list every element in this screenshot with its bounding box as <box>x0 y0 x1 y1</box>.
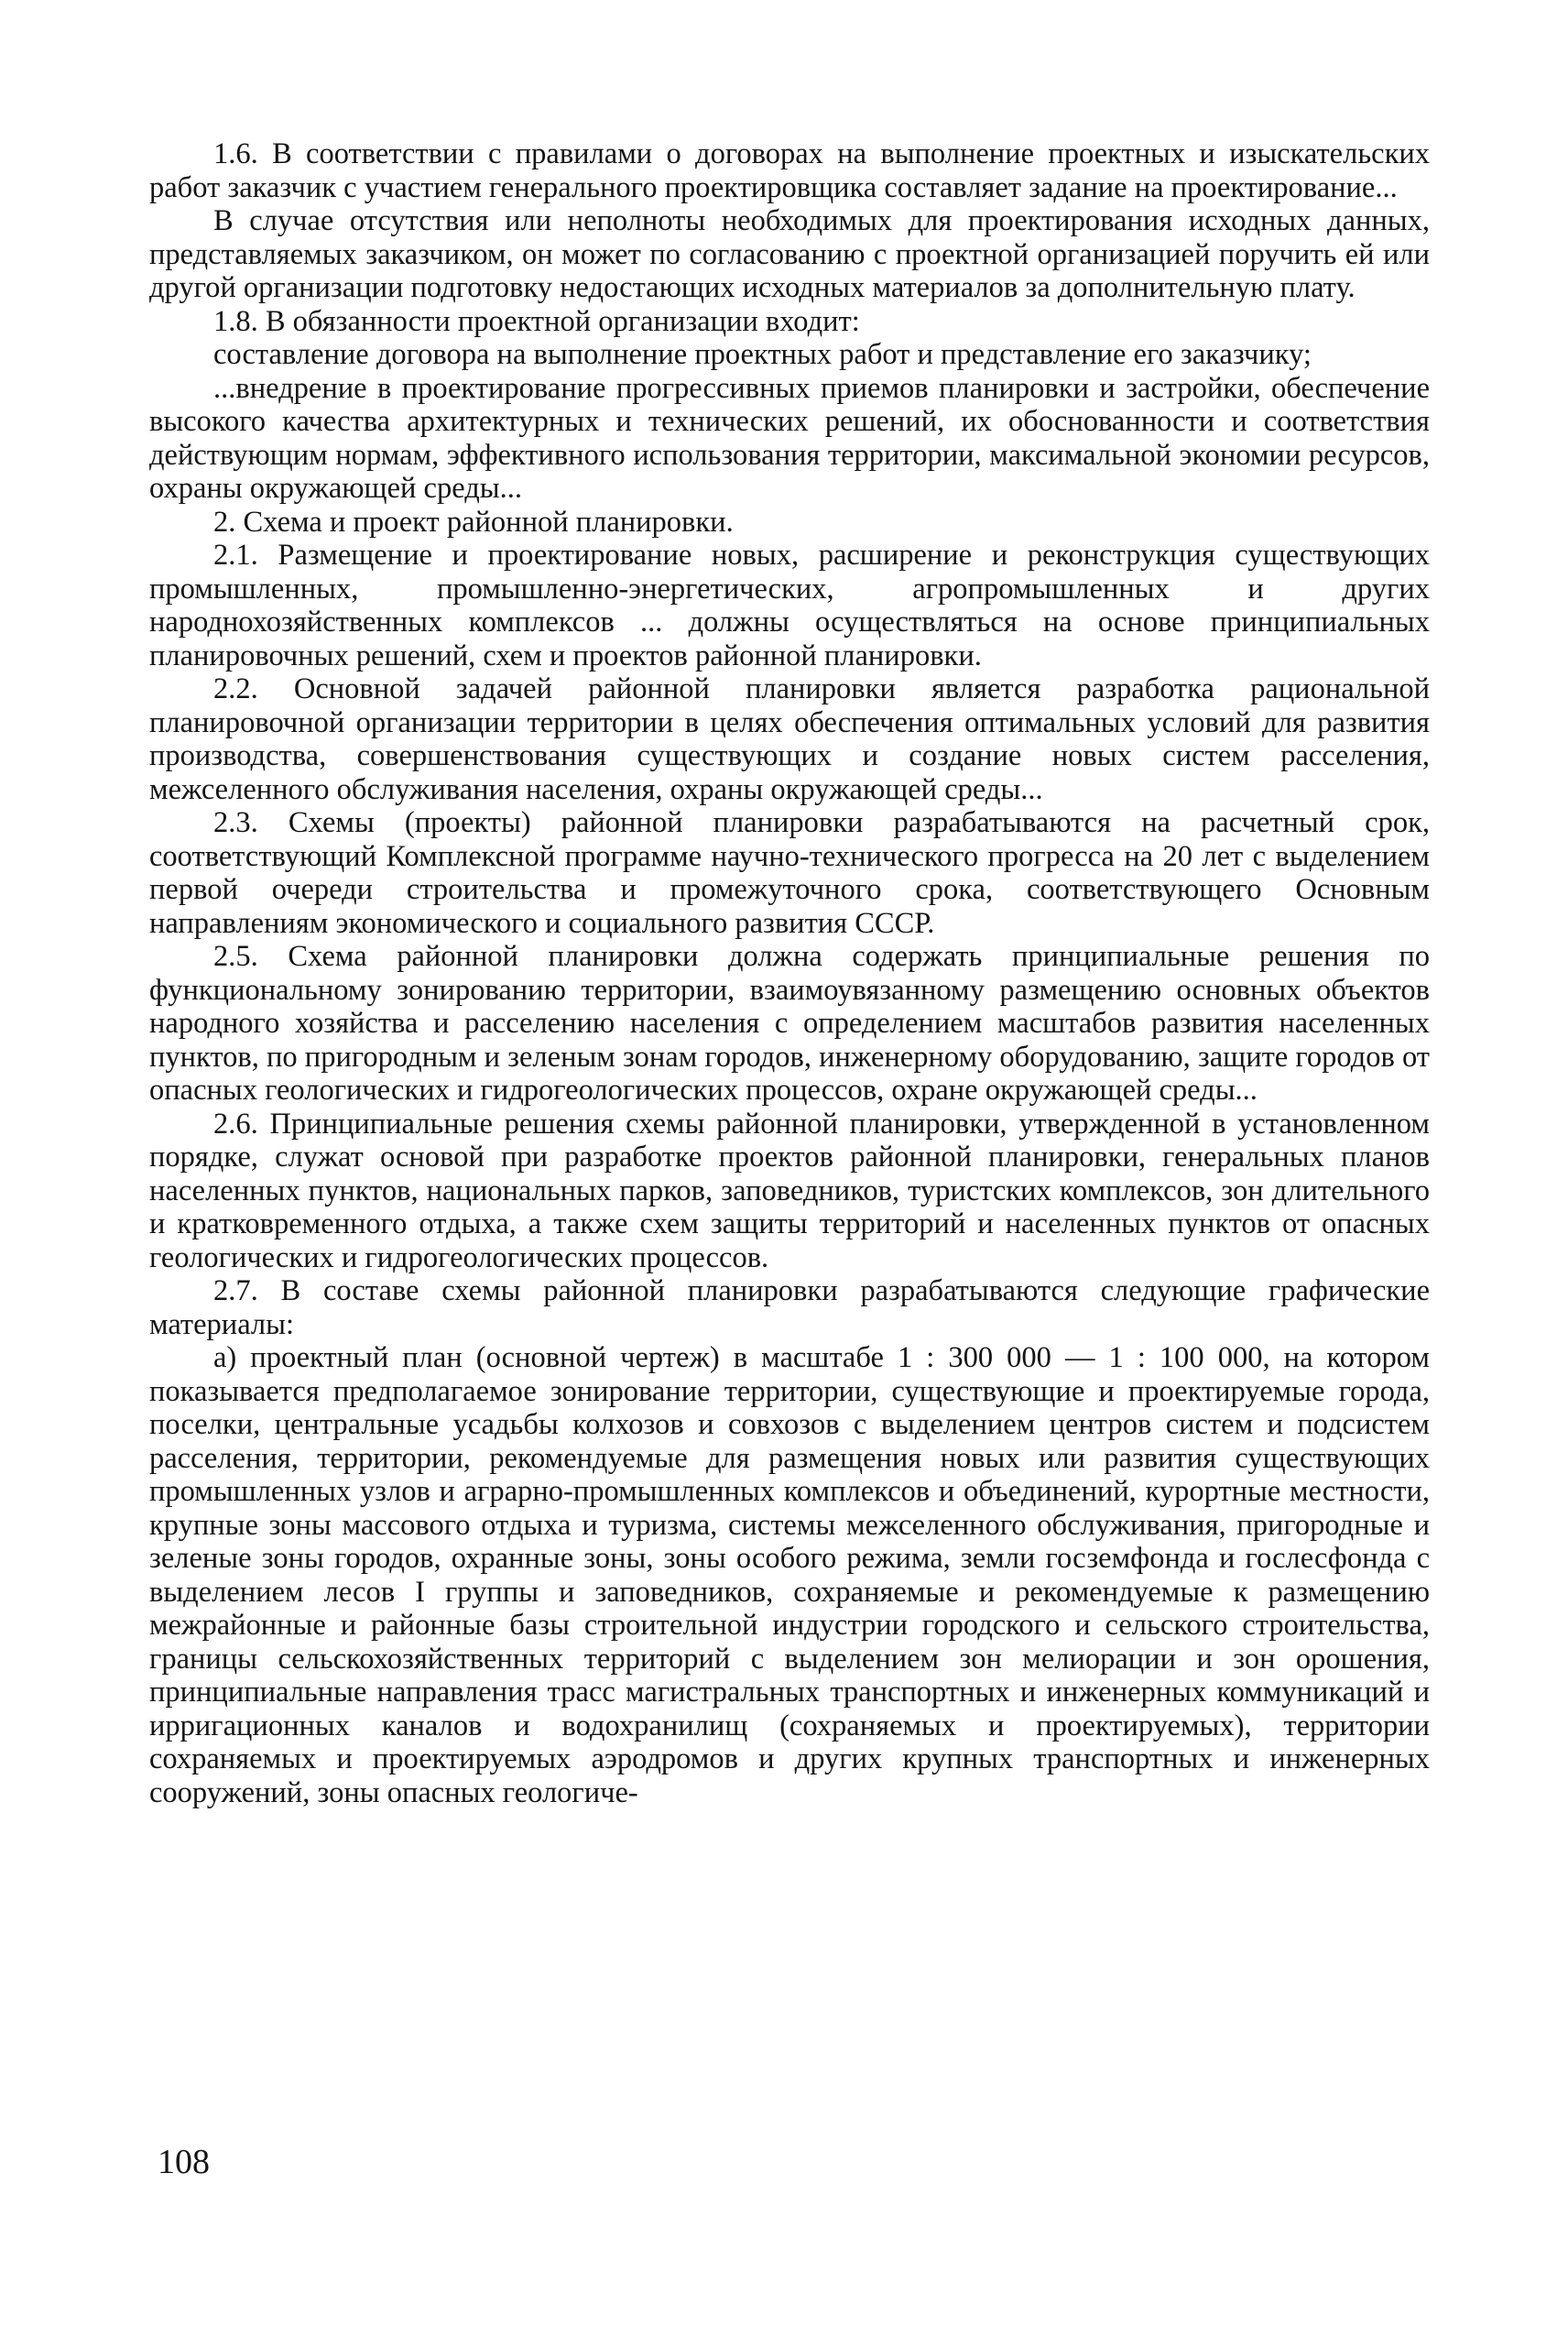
paragraph-2-1: 2.1. Размещение и проектирование новых, расширение и реконструкция существующих промышленных, промышленно-энергетических, агропромышленных и других народнохозяйственных комплексов ... должны осуществляться на основе принципиальных планировочных решений, схем и проектов районной планировки. <box>149 539 1430 672</box>
paragraph-1-8: 1.8. В обязанности проектной организации входит: <box>213 304 860 338</box>
body-text <box>149 137 1430 1809</box>
section-heading-2: 2. Схема и проект районной планировки. <box>213 505 734 539</box>
paragraph-missing-data: В случае отсутствия или неполноты необходимых для проектирования исходных данных, представляемых заказчиком, он может по согласованию с проектной организацией поручить ей или другой организации подготовку недостающих исходных материалов за дополнительную плату. <box>149 204 1430 304</box>
paragraph-implementation: ...внедрение в проектирование прогрессивных приемов планировки и застройки, обеспечение высокого качества архитектурных и технических решений, их обоснованности и соответствия действующим нормам, эффективного использования территории, максимальной экономии ресурсов, охраны окружающей среды... <box>149 371 1430 505</box>
paragraph-contract: составление договора на выполнение проектных работ и представление его заказчику; <box>213 338 1312 371</box>
paragraph-1-6: 1.6. В соответствии с правилами о договорах на выполнение проектных и изыскательских работ заказчик с участием генерального проектировщика составляет задание на проектирование... <box>149 137 1430 204</box>
paragraph-2-7: 2.7. В составе схемы районной планировки разрабатываются следующие графические материалы: <box>149 1274 1430 1341</box>
paragraph-2-3: 2.3. Схемы (проекты) районной планировки разрабатываются на расчетный срок, соответствующий Комплексной программе научно-технического прогресса на 20 лет с выделением первой очереди строительства и промежуточного срока, соответствующего Основным направлениям экономического и социального развития СССР. <box>149 806 1430 940</box>
paragraph-2-6: 2.6. Принципиальные решения схемы районной планировки, утвержденной в установленном порядке, служат основой при разработке проектов районной планировки, генеральных планов населенных пунктов, национальных парков, заповедников, туристских комплексов, зон длительного и кратковременного отдыха, а также схем защиты территорий и населенных пунктов от опасных геологических и гидрогеологических процессов. <box>149 1107 1430 1274</box>
page-number: 108 <box>158 2143 210 2181</box>
paragraph-2-5: 2.5. Схема районной планировки должна содержать принципиальные решения по функциональному зонированию территории, взаимоувязанному размещению основных объектов народного хозяйства и расселению населения с определением масштабов развития населенных пунктов, по пригородным и зеленым зонам городов, инженерному оборудованию, защите городов от опасных геологических и гидрогеологических процессов, охране окружающей среды... <box>149 940 1430 1107</box>
paragraph-2-2: 2.2. Основной задачей районной планировки является разработка рациональной планировочной организации территории в целях обеспечения оптимальных условий для развития производства, совершенствования существующих и создание новых систем расселения, межселенного обслуживания населения, охраны окружающей среды... <box>149 672 1430 806</box>
paragraph-2-7-a: а) проектный план (основной чертеж) в масштабе 1 : 300 000 — 1 : 100 000, на котором показывается предполагаемое зонирование территории, существующие и проектируемые города, поселки, центральные усадьбы колхозов и совхозов с выделением центров систем и подсистем расселения, территории, рекомендуемые для размещения новых или развития существующих промышленных узлов и аграрно-промышленных комплексов и объединений, курортные местности, крупные зоны массового отдыха и туризма, системы межселенного обслуживания, пригородные и зеленые зоны городов, охранные зоны, зоны особого режима, земли госземфонда и гослесфонда с выделением лесов I группы и заповедников, сохраняемые и рекомендуемые к размещению межрайонные и районные базы строительной индустрии городского и сельского строительства, границы сельскохозяйственных территорий с выделением зон мелиорации и зон орошения, принципиальные направления трасс магистральных транспортных и инженерных коммуникаций и ирригационных каналов и водохранилищ (сохраняемых и проектируемых), территории сохраняемых и проектируемых аэродромов и других крупных транспортных и инженерных сооружений, зоны опасных геологиче- <box>149 1341 1430 1809</box>
